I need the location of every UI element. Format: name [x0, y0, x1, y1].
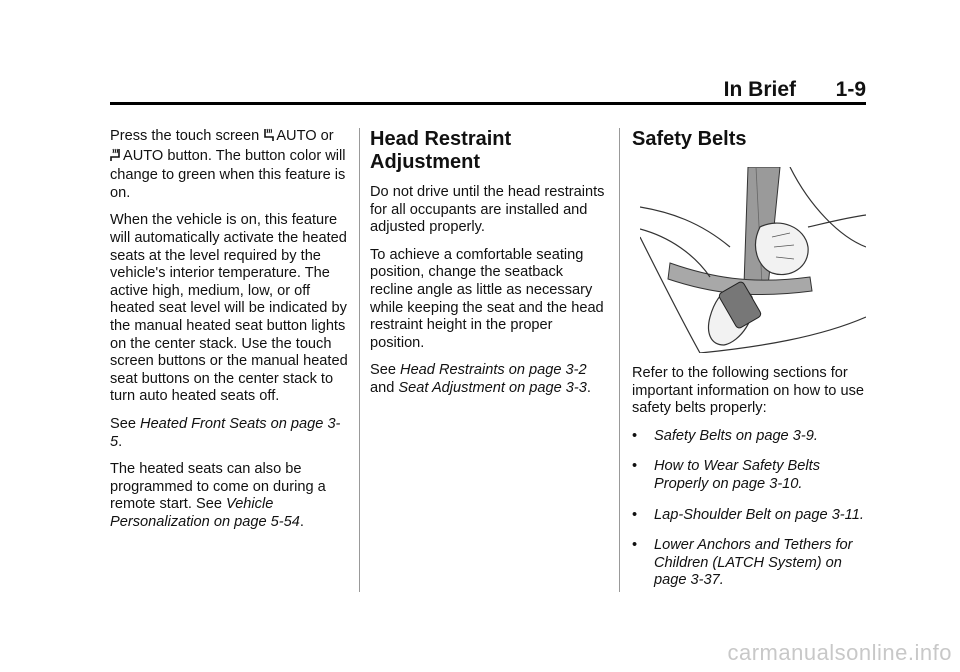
page-number: 1-9 — [835, 78, 866, 101]
watermark: carmanualsonline.info — [727, 640, 952, 665]
paragraph-see-references: See Head Restraints on page 3-2 and Seat Adjustment on page 3-3. — [370, 362, 591, 396]
safety-belt-buckle-illustration — [640, 167, 866, 353]
paragraph-remote-start: The heated seats can also be programmed to come on during a remote start. See Vehicle Personalization on page 5-54. — [110, 461, 326, 530]
heading-head-restraint: Head Restraint Adjustment — [370, 128, 512, 173]
column-head-restraint — [370, 128, 608, 408]
cross-reference-link[interactable]: Heated Front Seats on page 3-5 — [110, 415, 341, 450]
paragraph-auto-activation: When the vehicle is on, this feature will automatically activate the heated seats at the level required by the vehicle's interior temperature. The active high, medium, low, or off heated seat level will be indicated by the manual heated seat button lights on the center stack. Use the touch screen buttons or the manual heated seat buttons on the center stack to turn auto heated seats off. — [110, 212, 348, 405]
ventilated-seat-icon — [110, 148, 122, 168]
column-safety-belts — [632, 128, 872, 603]
list-item[interactable]: • Lower Anchors and Tethers for Children (LATCH System) on page 3-37. — [632, 537, 853, 589]
reference-list — [632, 428, 872, 590]
column-divider — [359, 128, 360, 592]
heading-safety-belts: Safety Belts — [632, 128, 747, 150]
cross-reference-link[interactable]: Head Restraints on page 3-2 — [400, 362, 587, 379]
paragraph-warning: Do not drive until the head restraints for all occupants are installed and adjusted properly. — [370, 184, 605, 236]
paragraph-auto-button: Press the touch screen AUTO or AUTO button. The button color will change to green when this feature is on. — [110, 128, 346, 201]
column-heated-seats — [110, 128, 350, 541]
list-item[interactable]: • How to Wear Safety Belts Properly on page 3-10. — [632, 458, 821, 492]
paragraph-see-heated-seats: See Heated Front Seats on page 3-5. — [110, 415, 341, 450]
paragraph-refer-sections: Refer to the following sections for important information on how to use safety belts properly: — [632, 365, 865, 417]
column-divider — [619, 128, 620, 592]
heated-seat-icon — [263, 128, 275, 148]
paragraph-seating-position: To achieve a comfortable seating position, change the seatback recline angle as little as necessary while keeping the seat and the head restraint height in the proper position. — [370, 246, 604, 351]
cross-reference-link[interactable]: Vehicle Personalization on page 5-54 — [110, 496, 300, 530]
list-item[interactable]: • Lap-Shoulder Belt on page 3-11. — [632, 506, 864, 523]
cross-reference-link[interactable]: Seat Adjustment on page 3-3 — [398, 379, 587, 396]
section-title: In Brief — [723, 78, 796, 101]
list-item[interactable]: • Safety Belts on page 3-9. — [632, 427, 818, 444]
page-header — [110, 78, 866, 105]
